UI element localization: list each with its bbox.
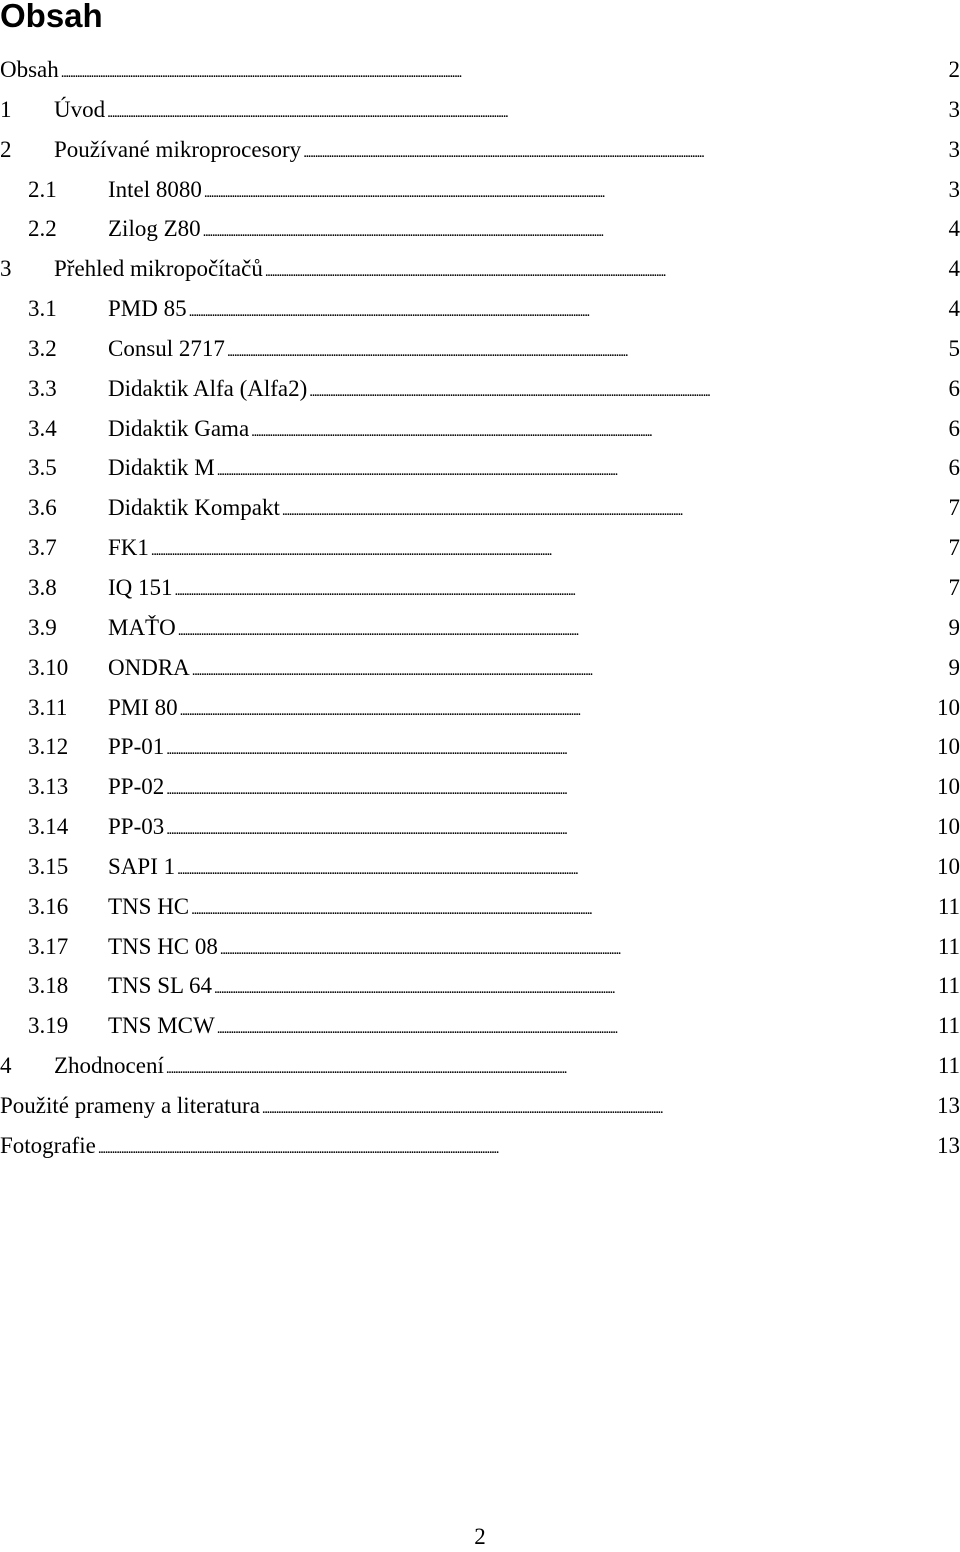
toc-entry-title: TNS HC 08	[108, 927, 218, 967]
toc-entry-12[interactable]	[0, 528, 960, 568]
toc-entry-15[interactable]	[0, 648, 960, 688]
toc-entry-page: 11	[938, 887, 960, 927]
toc-dot-leader	[166, 727, 935, 771]
toc-entry-page: 9	[949, 648, 960, 688]
toc-entry-number: 2.2	[28, 209, 108, 249]
toc-entry-number: 2	[0, 130, 54, 170]
toc-dot-leader	[166, 767, 935, 811]
toc-dot-leader	[191, 887, 936, 931]
toc-entry-title: Intel 8080	[108, 170, 202, 210]
toc-entry-title: PP-02	[108, 767, 164, 807]
toc-entry-23[interactable]	[0, 966, 960, 1006]
toc-entry-8[interactable]	[0, 369, 960, 409]
toc-entry-title: Zilog Z80	[108, 209, 201, 249]
toc-entry-page: 5	[949, 329, 960, 369]
toc-entry-title: Zhodnocení	[54, 1046, 164, 1086]
toc-entry-page: 13	[937, 1086, 960, 1126]
toc-entry-number: 3.1	[28, 289, 108, 329]
toc-entry-7[interactable]	[0, 329, 960, 369]
toc-dot-leader	[227, 329, 947, 373]
toc-dot-leader	[265, 249, 947, 293]
toc-entry-number: 3.8	[28, 568, 108, 608]
toc-dot-leader	[214, 966, 936, 1010]
toc-entry-number: 3.6	[28, 488, 108, 528]
toc-entry-title: MAŤO	[108, 608, 176, 648]
toc-entry-page: 3	[949, 90, 960, 130]
toc-entry-number: 3.10	[28, 648, 108, 688]
toc-dot-leader	[107, 90, 946, 134]
toc-entry-page: 10	[937, 847, 960, 887]
toc-entry-page: 13	[937, 1126, 960, 1166]
toc-entry-number: 3.11	[28, 688, 108, 728]
toc-dot-leader	[220, 927, 936, 971]
toc-dot-leader	[217, 448, 947, 492]
toc-entry-21[interactable]	[0, 887, 960, 927]
toc-entry-page: 4	[949, 249, 960, 289]
toc-entry-title: IQ 151	[108, 568, 173, 608]
toc-entry-24[interactable]	[0, 1006, 960, 1046]
toc-entry-number: 3.12	[28, 727, 108, 767]
toc-entry-number: 2.1	[28, 170, 108, 210]
toc-entry-title: PP-03	[108, 807, 164, 847]
toc-entry-title: Consul 2717	[108, 329, 225, 369]
toc-dot-leader	[166, 1046, 936, 1090]
toc-dot-leader	[98, 1126, 935, 1170]
toc-entry-page: 11	[938, 1046, 960, 1086]
toc-dot-leader	[180, 688, 935, 732]
toc-entry-title: Didaktik Kompakt	[108, 488, 280, 528]
toc-entry-title: PMI 80	[108, 688, 178, 728]
toc-entry-page: 11	[938, 927, 960, 967]
toc-entry-number: 3.15	[28, 847, 108, 887]
toc-entry-page: 6	[949, 448, 960, 488]
toc-entry-title: Použité prameny a literatura	[0, 1086, 260, 1126]
toc-entry-title: Fotografie	[0, 1126, 96, 1166]
toc-entry-number: 3.5	[28, 448, 108, 488]
toc-entry-number: 1	[0, 90, 54, 130]
toc-entry-title: TNS MCW	[108, 1006, 215, 1046]
toc-entry-page: 11	[938, 966, 960, 1006]
toc-entry-page: 4	[949, 289, 960, 329]
toc-entry-number: 3.7	[28, 528, 108, 568]
toc-dot-leader	[151, 528, 947, 572]
toc-entry-27[interactable]	[0, 1126, 960, 1166]
toc-dot-leader	[166, 807, 935, 851]
toc-entry-26[interactable]	[0, 1086, 960, 1126]
toc-entry-page: 7	[949, 568, 960, 608]
toc-entry-number: 3.14	[28, 807, 108, 847]
toc-entry-number: 3.17	[28, 927, 108, 967]
toc-entry-title: Úvod	[54, 90, 105, 130]
toc-dot-leader	[61, 50, 947, 94]
page-number: 2	[0, 1522, 960, 1552]
toc-dot-leader	[177, 847, 935, 891]
toc-entry-page: 9	[949, 608, 960, 648]
toc-entry-0[interactable]	[0, 50, 960, 90]
toc-entry-title: TNS HC	[108, 887, 189, 927]
toc-entry-2[interactable]	[0, 130, 960, 170]
toc-entry-9[interactable]	[0, 409, 960, 449]
toc-entry-22[interactable]	[0, 927, 960, 967]
page-title: Obsah	[0, 0, 103, 32]
toc-entry-4[interactable]	[0, 209, 960, 249]
toc-entry-number: 3.16	[28, 887, 108, 927]
toc-entry-11[interactable]	[0, 488, 960, 528]
toc-entry-5[interactable]	[0, 249, 960, 289]
toc-entry-title: Obsah	[0, 50, 59, 90]
toc-entry-25[interactable]	[0, 1046, 960, 1086]
toc-entry-page: 2	[949, 50, 960, 90]
toc-entry-title: Přehled mikropočítačů	[54, 249, 263, 289]
toc-dot-leader	[192, 648, 947, 692]
toc-entry-page: 6	[949, 369, 960, 409]
toc-entry-page: 7	[949, 528, 960, 568]
toc-entry-title: Didaktik Alfa (Alfa2)	[108, 369, 307, 409]
toc-entry-14[interactable]	[0, 608, 960, 648]
toc-dot-leader	[204, 170, 947, 214]
toc-entry-title: FK1	[108, 528, 149, 568]
toc-entry-page: 4	[949, 209, 960, 249]
toc-dot-leader	[251, 409, 946, 453]
toc-entry-page: 3	[949, 170, 960, 210]
toc-entry-number: 3.4	[28, 409, 108, 449]
toc-entry-19[interactable]	[0, 807, 960, 847]
toc-entry-page: 6	[949, 409, 960, 449]
toc-entry-title: ONDRA	[108, 648, 190, 688]
toc-entry-number: 3.18	[28, 966, 108, 1006]
toc-entry-title: PMD 85	[108, 289, 187, 329]
toc-entry-page: 10	[937, 807, 960, 847]
toc-entry-number: 3.19	[28, 1006, 108, 1046]
toc-dot-leader	[309, 369, 946, 413]
toc-entry-10[interactable]	[0, 448, 960, 488]
toc-dot-leader	[303, 130, 946, 174]
toc-entry-18[interactable]	[0, 767, 960, 807]
toc-dot-leader	[178, 608, 947, 652]
toc-entry-page: 10	[937, 767, 960, 807]
toc-entry-1[interactable]	[0, 90, 960, 130]
toc-entry-page: 10	[937, 727, 960, 767]
toc-entry-title: PP-01	[108, 727, 164, 767]
toc-dot-leader	[203, 209, 947, 253]
toc-dot-leader	[282, 488, 947, 532]
toc-entry-16[interactable]	[0, 688, 960, 728]
toc-entry-title: SAPI 1	[108, 847, 175, 887]
toc-entry-6[interactable]	[0, 289, 960, 329]
toc-dot-leader	[175, 568, 947, 612]
toc-entry-17[interactable]	[0, 727, 960, 767]
toc-entry-3[interactable]	[0, 170, 960, 210]
toc-entry-number: 4	[0, 1046, 54, 1086]
toc-entry-number: 3.3	[28, 369, 108, 409]
toc-entry-title: Používané mikroprocesory	[54, 130, 301, 170]
toc-entry-13[interactable]	[0, 568, 960, 608]
toc-entry-number: 3	[0, 249, 54, 289]
toc-entry-title: Didaktik Gama	[108, 409, 249, 449]
toc-dot-leader	[262, 1086, 935, 1130]
toc-entry-page: 11	[938, 1006, 960, 1046]
toc-entry-title: Didaktik M	[108, 448, 215, 488]
toc-entry-title: TNS SL 64	[108, 966, 212, 1006]
toc-dot-leader	[217, 1006, 936, 1050]
toc-entry-20[interactable]	[0, 847, 960, 887]
toc-entry-number: 3.9	[28, 608, 108, 648]
toc-entry-number: 3.2	[28, 329, 108, 369]
toc-entry-page: 3	[949, 130, 960, 170]
table-of-contents	[0, 50, 960, 1166]
toc-dot-leader	[189, 289, 947, 333]
toc-entry-number: 3.13	[28, 767, 108, 807]
toc-entry-page: 7	[949, 488, 960, 528]
toc-entry-page: 10	[937, 688, 960, 728]
